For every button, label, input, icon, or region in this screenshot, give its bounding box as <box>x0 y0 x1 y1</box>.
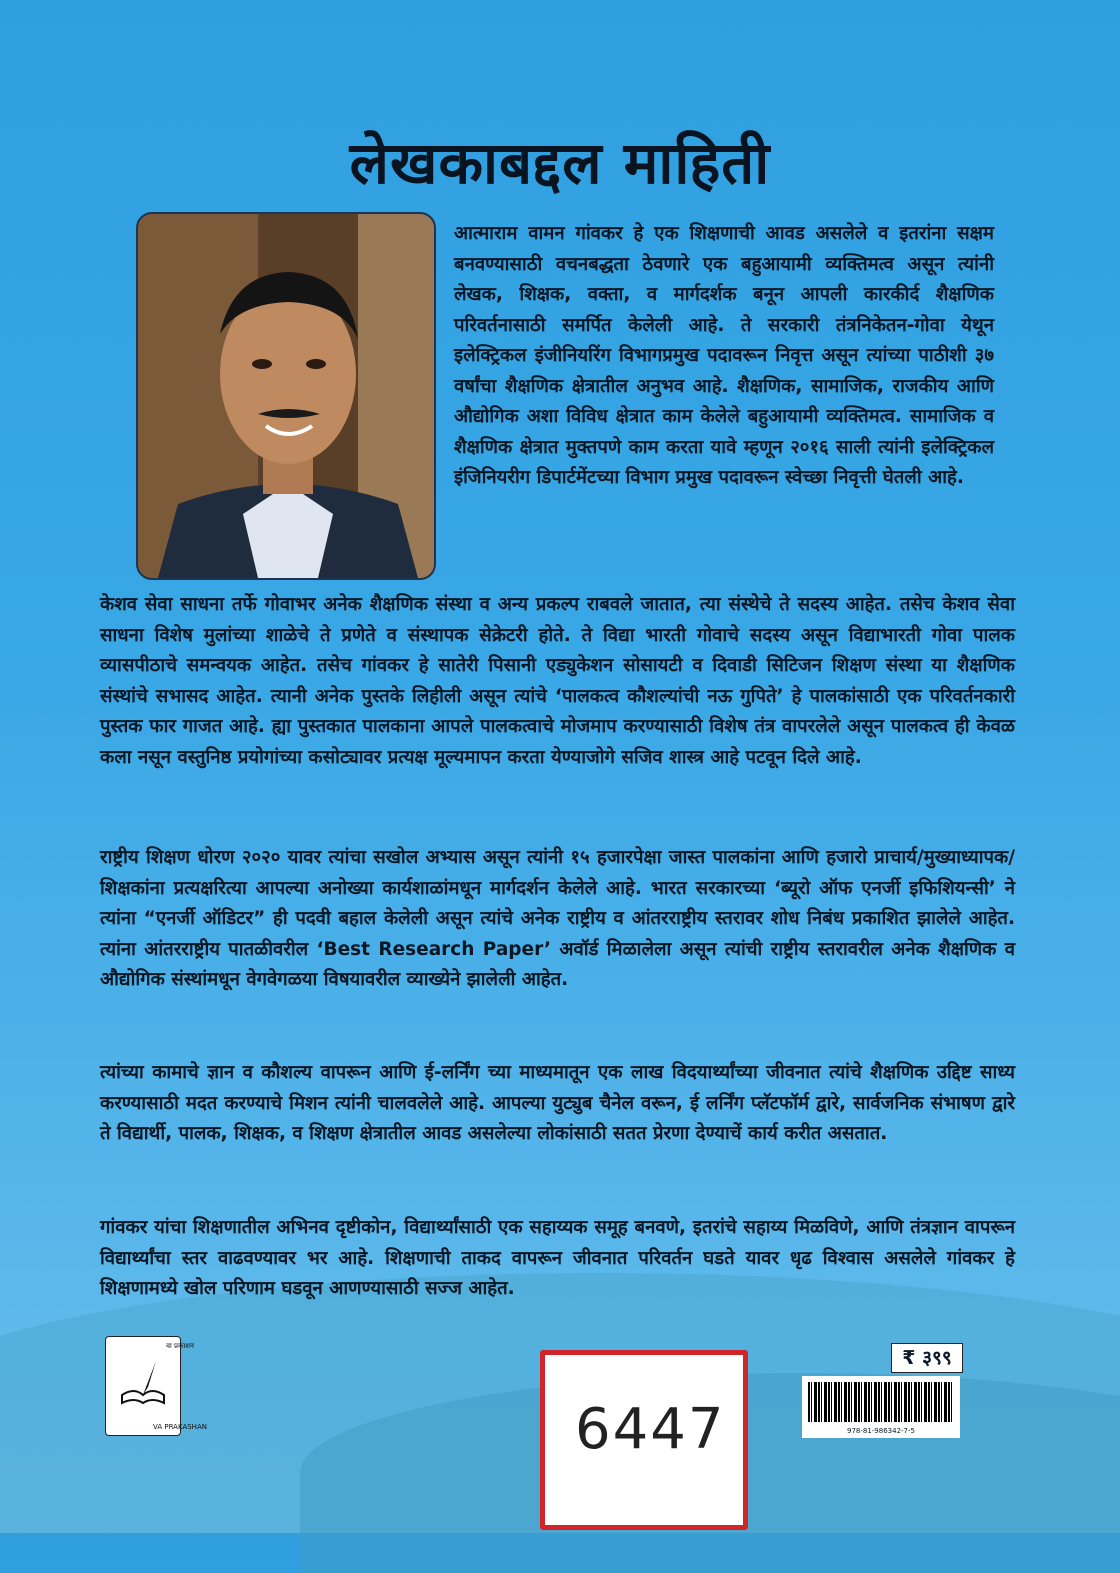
publisher-logo <box>105 1336 207 1436</box>
stamp-number: 6447 <box>575 1397 726 1462</box>
barcode-bars <box>808 1382 954 1422</box>
bio-paragraph: राष्ट्रीय शिक्षण धोरण २०२० यावर त्यांचा सखोल अभ्यास असून त्यांनी १५ हजारपेक्षा जास्त पालकांना आणि हजारो प्राचार्य/मुख्याध्यापक/शिक्षकांना प्रत्यक्षरित्या आपल्या अनोख्या कार्यशाळांमधून मार्गदर्शन केलेले आहे. भारत सरकारच्या ‘ब्यूरो ऑफ एनर्जी इफिशियन्सी’ ने त्यांना “एनर्जी ऑडिटर” ही पदवी बहाल केलेली असून त्यांचे अनेक राष्ट्रीय व आंतरराष्ट्रीय स्तरावर शोध निबंध प्रकाशित झालेले आहेत. त्यांना आंतरराष्ट्रीय पातळीवरील ‘Best Research Paper’ अवॉर्ड मिळालेला असून त्यांची राष्ट्रीय स्तरावरील अनेक शैक्षणिक व औद्योगिक संस्थांमधून वेगवेगळया विषयावरील व्याख्येने झालेली आहेत. <box>100 847 1016 990</box>
book-quill-icon <box>116 1355 170 1409</box>
bio-paragraph: गांवकर यांचा शिक्षणातील अभिनव दृष्टीकोन, विद्यार्थ्यांसाठी एक सहाय्यक समूह बनवणे, इतरांचे सहाय्य मिळविणे, आणि तंत्रज्ञान वापरून विद्यार्थ्यांचा स्तर वाढवण्यावर भर आहे. शिक्षणाची ताकद वापरून जीवनात परिवर्तन घडते यावर धृढ विश्वास असलेले गांवकर हे शिक्षणामध्ये खोल परिणाम घडवून आणण्यासाठी सज्ज आहेत. <box>100 1217 1015 1299</box>
bio-paragraph: त्यांच्या कामाचे ज्ञान व कौशल्य वापरून आणि ई-लर्निंग च्या माध्यमातून एक लाख विदयार्थ्यांच्या जीवनात त्यांचे शैक्षणिक उद्दिष्ट साध्य करण्यासाठी मदत करण्याचे मिशन त्यांनी चालवलेले आहे. आपल्या युट्युब चैनेल वरून, ई लर्निंग प्लॅटफॉर्म द्वारे, सार्वजनिक संभाषण द्वारे ते विद्यार्थी, पालक, शिक्षक, व शिक्षण क्षेत्रातील आवड असलेल्या लोकांसाठी सतत प्रेरणा देण्याचें कार्य करीत असतात. <box>100 1062 1015 1144</box>
library-stamp <box>540 1350 748 1530</box>
author-photo <box>136 212 436 580</box>
isbn-barcode <box>802 1376 960 1438</box>
publisher-top-text: वा प्रकाशन <box>166 1342 194 1350</box>
isbn-number: 978-81-986342-7-5 <box>846 1427 915 1435</box>
publisher-bottom-text: VA PRAKASHAN <box>153 1423 207 1431</box>
page-title: लेखकाबद्दल माहिती <box>349 128 771 197</box>
bio-paragraph: आत्माराम वामन गांवकर हे एक शिक्षणाची आवड असलेले व इतरांना सक्षम बनवण्यासाठी वचनबद्धता ठेवणारे एक बहुआयामी व्यक्तिमत्व असून त्यांनी लेखक, शिक्षक, वक्ता, व मार्गदर्शक बनून आपली कारकीर्द शैक्षणिक परिवर्तनासाठी समर्पित केलेली आहे. ते सरकारी तंत्रनिकेतन-गोवा येथून इलेक्ट्रिकल इंजीनियरिंग विभागप्रमुख पदावरून निवृत्त असून त्यांच्या पाठीशी ३७ वर्षांचा शैक्षणिक क्षेत्रातील अनुभव आहे. शैक्षणिक, सामाजिक, राजकीय आणि औद्योगिक अशा विविध क्षेत्रात काम केलेले बहुआयामी व्यक्तिमत्व. सामाजिक व शैक्षणिक क्षेत्रात मुक्तपणे काम करता यावे म्हणून २०१६ साली त्यांनी इलेक्ट्रिकल इंजिनियरीग डिपार्टमेंटच्या विभाग प्रमुख पदावरून स्वेच्छा निवृत्ती घेतली आहे. <box>454 223 994 488</box>
price-tag: ₹ ३९९ <box>891 1343 963 1373</box>
bio-paragraph: केशव सेवा साधना तर्फे गोवाभर अनेक शैक्षणिक संस्था व अन्य प्रकल्प राबवले जातात, त्या संस्थेचे ते सदस्य आहेत. तसेच केशव सेवा साधना विशेष मुलांच्या शाळेचे ते प्रणेते व संस्थापक सेक्रेटरी होते. ते विद्या भारती गोवाचे सदस्य असून विद्याभारती गोवा पालक व्यासपीठाचे समन्वयक आहेत. तसेच गांवकर हे सातेरी पिसानी एड्युकेशन सोसायटी व दिवाडी सिटिजन शिक्षण संस्था या शैक्षणिक संस्थांचे सभासद आहेत. त्यानी अनेक पुस्तके लिहीली असून त्यांचे ‘पालकत्व कौशल्यांची नऊ गुपिते’ हे पालकांसाठी एक परिवर्तनकारी पुस्तक फार गाजत आहे. ह्या पुस्तकात पालकाना आपले पालकत्वाचे मोजमाप करण्यासाठी विशेष तंत्र वापरलेले असून पालकत्व ही केवळ कला नसून वस्तुनिष्ठ प्रयोगांच्या कसोट्यावर प्रत्यक्ष मूल्यमापन करता येण्याजोगे सजिव शास्त्र आहे पटवून दिले आहे. <box>100 594 1015 768</box>
